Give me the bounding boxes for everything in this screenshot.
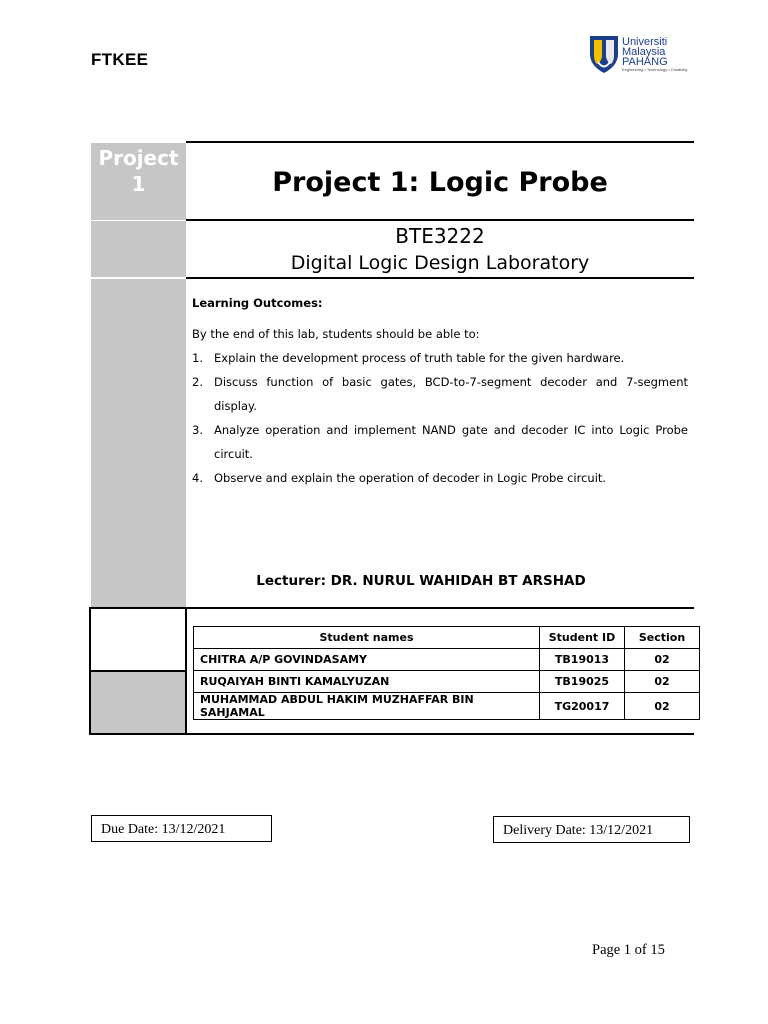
- logo-tagline: Engineering • Technology • Creativity: [622, 67, 688, 72]
- due-date-box: Due Date: 13/12/2021: [91, 815, 272, 842]
- list-item-text: Observe and explain the operation of decoder in Logic Probe circuit.: [214, 471, 607, 485]
- student-id: TG20017: [540, 693, 625, 720]
- student-name: RUQAIYAH BINTI KAMALYUZAN: [194, 671, 540, 693]
- divider-bottom: [89, 733, 694, 735]
- student-name: MUHAMMAD ABDUL HAKIM MUZHAFFAR BIN SAHJAMAL: [194, 693, 540, 720]
- list-item-text: Discuss function of basic gates, BCD-to-7-segment decoder and 7-segment display.: [214, 375, 688, 413]
- divider-course: [186, 277, 694, 279]
- university-shield-icon: [588, 34, 620, 74]
- divider-students-mid: [89, 670, 187, 672]
- project-label-text: Project: [98, 146, 179, 170]
- learning-outcomes-list: [192, 346, 688, 490]
- student-section: 02: [625, 671, 700, 693]
- list-item-number: 1.: [192, 351, 203, 365]
- table-header-row: [194, 627, 700, 649]
- list-item-number: 3.: [192, 423, 203, 437]
- table-row: [194, 693, 700, 720]
- learning-outcomes-intro: By the end of this lab, students should be able to:: [192, 327, 480, 341]
- list-item-text: Analyze operation and implement NAND gate and decoder IC into Logic Probe circuit.: [214, 423, 688, 461]
- table-row: [194, 671, 700, 693]
- logo-line-pahang: PAHANG: [622, 56, 668, 68]
- student-section: 02: [625, 649, 700, 671]
- university-logo: [588, 34, 688, 78]
- list-item: [192, 370, 688, 418]
- divider-students-top: [89, 607, 694, 609]
- list-item: [192, 418, 688, 466]
- list-item-number: 4.: [192, 471, 203, 485]
- course-code: BTE3222: [395, 224, 485, 248]
- course-name: Digital Logic Design Laboratory: [290, 252, 590, 274]
- course-panel: [91, 221, 186, 277]
- learning-outcomes-heading: Learning Outcomes:: [192, 296, 323, 310]
- column-header-id: Student ID: [540, 627, 625, 649]
- table-row: [194, 649, 700, 671]
- page-title: Project 1: Logic Probe: [272, 167, 608, 198]
- students-table: [193, 626, 700, 720]
- logo-line-universiti: Universiti: [622, 36, 668, 48]
- students-panel-lower: [91, 672, 186, 735]
- student-id: TB19025: [540, 671, 625, 693]
- logo-line-malaysia: Malaysia: [622, 46, 666, 58]
- project-label-number: 1: [131, 172, 146, 196]
- divider-top: [186, 141, 694, 143]
- student-name: CHITRA A/P GOVINDASAMY: [194, 649, 540, 671]
- column-header-section: Section: [625, 627, 700, 649]
- column-header-names: Student names: [194, 627, 540, 649]
- border-left: [89, 607, 91, 735]
- list-item-number: 2.: [192, 375, 203, 389]
- delivery-date-box: Delivery Date: 13/12/2021: [493, 816, 690, 843]
- list-item: [192, 466, 688, 490]
- faculty-label: FTKEE: [91, 50, 149, 69]
- page-number: Page 1 of 15: [592, 942, 665, 958]
- list-item: [192, 346, 688, 370]
- border-inner: [185, 607, 187, 735]
- outcomes-panel: [91, 279, 186, 608]
- list-item-text: Explain the development process of truth table for the given hardware.: [214, 351, 625, 365]
- project-number-label: [91, 145, 186, 219]
- student-id: TB19013: [540, 649, 625, 671]
- divider-title: [186, 219, 694, 221]
- student-section: 02: [625, 693, 700, 720]
- lecturer-name: Lecturer: DR. NURUL WAHIDAH BT ARSHAD: [256, 573, 586, 589]
